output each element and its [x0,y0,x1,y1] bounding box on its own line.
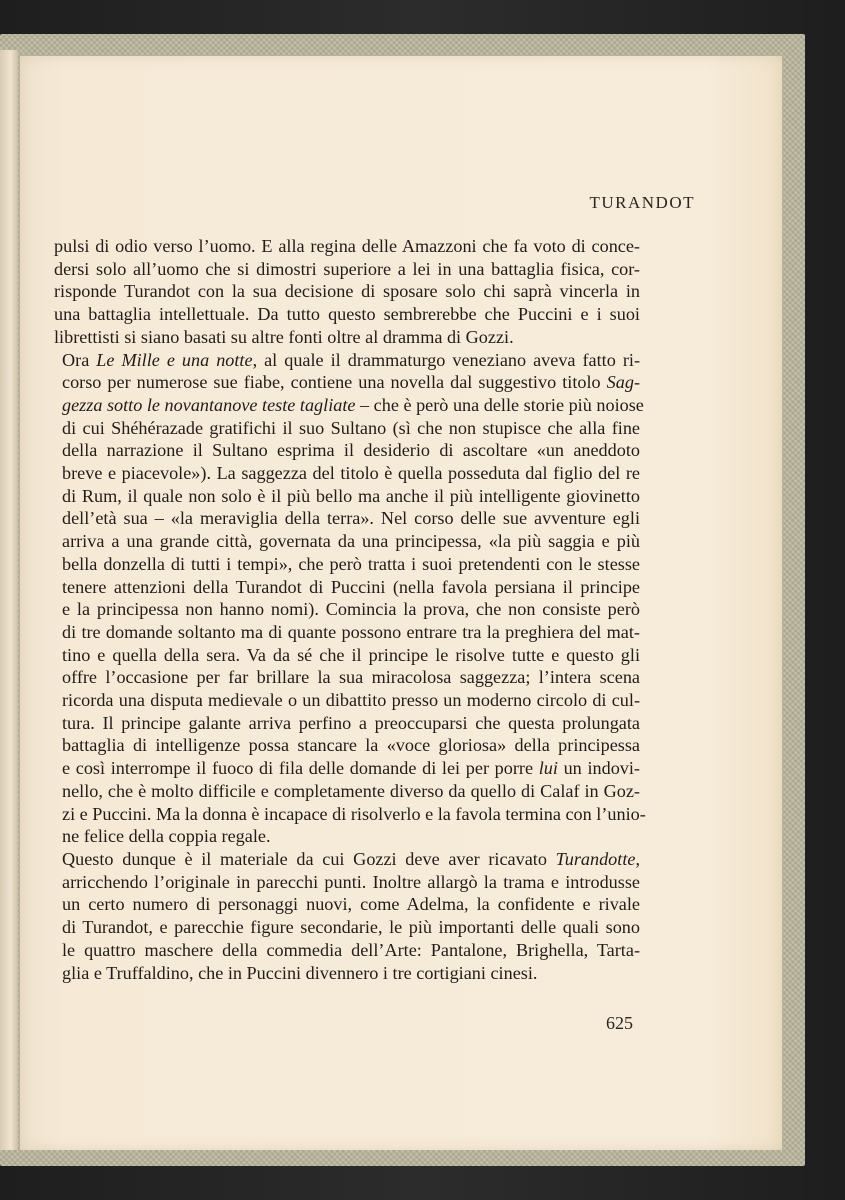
text-line [54,780,640,803]
page-number: 625 [606,1013,633,1033]
text-segment: arricchendo l’originale in parecchi punti. Inoltre allargò la trama e introdusse [62,871,640,892]
text-line [54,916,640,939]
text-line [54,598,640,621]
text-line [54,349,640,372]
text-segment: breve e piacevole»). La saggezza del titolo è quella posseduta dal figlio del re [62,463,640,484]
text-line [54,462,640,485]
text-line [54,712,640,735]
text-segment: tino e quella della sera. Va da sé che il principe le risolve tutte e questo gli [62,644,640,665]
text-segment: pulsi di odio verso l’uomo. E alla regina delle Amazzoni che fa voto di conce- [54,236,640,256]
text-line [54,893,640,916]
text-segment: le quattro maschere della commedia dell’Arte: Pantalone, Brighella, Tarta- [62,939,640,960]
text-segment: dersi solo all’uomo che si dimostri superiore a lei in una battaglia fisica, cor- [54,258,640,279]
text-segment: una battaglia intellettuale. Da tutto questo sembrerebbe che Puccini e i suoi [54,304,640,325]
text-segment: della narrazione il Sultano esprima il desiderio di ascoltare «un aneddoto [62,440,640,461]
text-segment: corso per numerose sue fiabe, contiene una novella dal suggestivo titolo [62,372,607,393]
text-segment: un certo numero di personaggi nuovi, come Adelma, la confidente e rivale [62,894,640,915]
facing-page-edge [0,50,18,1150]
text-line [54,371,640,394]
text-line [54,553,640,576]
text-segment: di cui Shéhérazade gratifichi il suo Sultano (sì che non stupisce che alla fine [62,417,640,438]
italic-text: gezza sotto le novantanove teste tagliate [62,394,356,415]
text-segment: , al quale il drammaturgo veneziano aveva fatto ri- [252,349,640,370]
text-line [54,644,640,667]
text-segment: dell’età sua – «la meraviglia della terra». Nel corso delle sue avventure egli [62,508,640,529]
text-segment: zi e Puccini. Ma la donna è incapace di risolverlo e la favola termina con l’unio- [62,803,646,824]
text-segment: glia e Truffaldino, che in Puccini divennero i tre cortigiani cinesi. [62,962,538,983]
text-segment: Ora [62,349,97,370]
text-line [54,962,640,985]
text-segment: un indovi- [557,758,640,779]
text-line [54,689,640,712]
paragraph [54,235,640,349]
text-segment: , [635,848,640,869]
text-line [54,825,640,848]
text-line [54,417,640,440]
text-segment: bella donzella di tutti i tempi», che però tratta i suoi pretendenti con le stesse [62,553,640,574]
text-line [54,757,640,780]
text-segment: battaglia di intelligenze possa stancare la «voce gloriosa» della principessa [62,735,640,756]
text-line [54,848,640,871]
text-segment: nello, che è molto difficile e completamente diverso da quello di Calaf in Goz- [62,780,640,801]
text-segment: e così interrompe il fuoco di fila delle domande di lei per porre [62,758,539,779]
text-segment: Questo dunque è il materiale da cui Gozzi deve aver ricavato [62,848,556,869]
text-line [54,621,640,644]
text-segment: – che è però una delle storie più noiose [355,394,644,415]
text-segment: e la principessa non hanno nomi). Comincia la prova, che non consiste però [62,599,640,620]
paragraph [54,349,646,848]
text-line [54,803,646,826]
body-text [54,235,646,984]
text-segment: ne felice della coppia regale. [62,826,271,847]
text-line [54,507,640,530]
text-line [54,939,640,962]
text-segment: risponde Turandot con la sua decisione di sposare solo chi saprà vincerla in [54,281,640,302]
text-line [54,394,644,417]
text-line [54,530,640,553]
text-segment: librettisti si siano basati su altre fonti oltre al dramma di Gozzi. [54,326,514,347]
text-segment: di Rum, il quale non solo è il più bello ma anche il più intelligente giovinetto [62,485,640,506]
text-line [54,576,640,599]
text-line [54,485,640,508]
text-segment: offre l’occasione per far brillare la sua miracolosa saggezza; l’intera scena [62,667,640,688]
text-segment: di tre domande soltanto ma di quante possono entrare tra la preghiera del mat- [62,621,640,642]
text-line [54,326,640,349]
text-line [54,734,640,757]
paragraph [54,848,640,984]
italic-text: Le Mille e una notte [96,349,253,370]
text-line [54,258,640,281]
text-line [54,235,640,258]
text-segment: tenere attenzioni della Turandot di Puccini (nella favola persiana il principe [62,576,640,597]
text-segment: ricorda una disputa medievale o un dibattito presso un moderno circolo di cul- [62,690,640,711]
running-head: TURANDOT [589,193,695,212]
text-line [54,280,640,303]
text-segment: di Turandot, e parecchie figure secondarie, le più importanti delle quali sono [62,917,640,938]
italic-text: Sag- [606,372,640,393]
italic-text: Turandotte [555,848,636,869]
text-segment: arriva a una grande città, governata da una principessa, «la più saggia e più [62,531,640,552]
text-line [54,439,640,462]
text-segment: tura. Il principe galante arriva perfino a preoccuparsi che questa prolungata [62,712,640,733]
text-line [54,871,640,894]
italic-text: lui [538,758,558,779]
text-line [54,666,640,689]
text-line [54,303,640,326]
